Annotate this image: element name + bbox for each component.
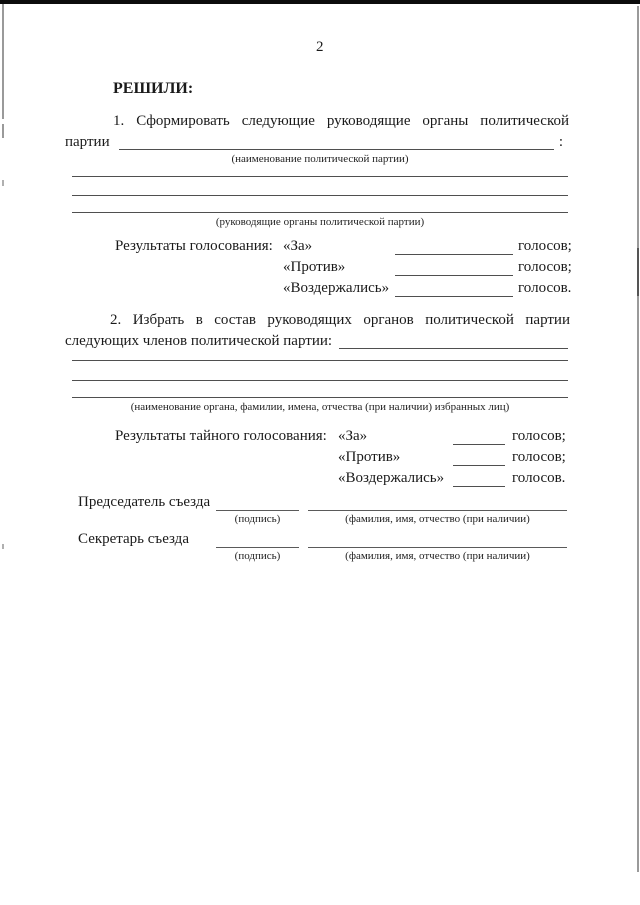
vote-suffix: голосов; bbox=[518, 238, 572, 254]
vote-suffix: голосов; bbox=[512, 449, 566, 465]
paragraph-1-word: партии bbox=[65, 134, 110, 150]
vote-row bbox=[115, 448, 583, 469]
chairman-fullname-blank bbox=[308, 510, 567, 511]
secretary-signature-caption: (подпись) bbox=[234, 550, 281, 562]
blank-line bbox=[72, 195, 568, 196]
blank-line bbox=[72, 397, 568, 398]
scan-border-right-dark bbox=[637, 248, 639, 296]
vote-count-blank bbox=[453, 448, 505, 466]
blank-line bbox=[72, 380, 568, 381]
vote-suffix: голосов; bbox=[512, 428, 566, 444]
chairman-signature-blank bbox=[216, 510, 299, 511]
page-number: 2 bbox=[316, 39, 324, 55]
vote-count-blank bbox=[395, 279, 513, 297]
vote-count-blank bbox=[395, 258, 513, 276]
blank-line bbox=[72, 212, 568, 213]
party-name-caption: (наименование политической партии) bbox=[231, 153, 409, 165]
vote-count-blank bbox=[453, 469, 505, 487]
scan-border-right bbox=[637, 6, 639, 872]
vote-row bbox=[115, 469, 583, 490]
scan-border-top bbox=[0, 0, 640, 4]
paragraph-1-line-2 bbox=[65, 133, 563, 152]
chairman-fullname-caption: (фамилия, имя, отчество (при наличии) bbox=[345, 513, 530, 525]
secretary-fullname-caption: (фамилия, имя, отчество (при наличии) bbox=[345, 550, 530, 562]
governing-bodies-caption: (руководящие органы политической партии) bbox=[215, 216, 425, 228]
secretary-fullname-blank bbox=[308, 547, 567, 548]
vote-suffix: голосов. bbox=[512, 470, 566, 486]
secretary-role-label: Секретарь съезда bbox=[78, 531, 189, 547]
vote-suffix: голосов. bbox=[518, 280, 572, 296]
scan-border-left-dot2 bbox=[2, 544, 4, 549]
vote-option: «Против» bbox=[338, 449, 401, 465]
vote-option: «Против» bbox=[283, 259, 346, 275]
vote-row bbox=[115, 258, 583, 279]
vote-option: «Воздержались» bbox=[338, 470, 445, 486]
members-blank bbox=[339, 333, 568, 349]
vote-option: «За» bbox=[338, 428, 368, 444]
scan-border-left-dash bbox=[2, 124, 4, 138]
scan-border-left bbox=[2, 4, 4, 119]
paragraph-2-text: следующих членов политической партии: bbox=[65, 333, 333, 349]
elected-members-caption: (наименование органа, фамилии, имена, отчества (при наличии) избранных лиц) bbox=[130, 401, 510, 413]
vote-count-blank bbox=[453, 427, 505, 445]
vote-row bbox=[115, 279, 583, 300]
resolution-heading: РЕШИЛИ: bbox=[113, 80, 194, 97]
vote-option: «Воздержались» bbox=[283, 280, 390, 296]
paragraph-2-line-2 bbox=[65, 332, 568, 351]
vote-count-blank bbox=[395, 237, 513, 255]
vote-row bbox=[115, 237, 583, 258]
blank-line bbox=[72, 360, 568, 361]
vote-suffix: голосов; bbox=[518, 259, 572, 275]
vote-row bbox=[115, 427, 583, 448]
chairman-role-label: Председатель съезда bbox=[78, 494, 211, 510]
paragraph-2-line-1: 2. Избрать в состав руководящих органов политической партии bbox=[110, 312, 570, 328]
secret-vote-results-label: Результаты тайного голосования: bbox=[115, 428, 327, 444]
scan-border-left-dot bbox=[2, 180, 4, 186]
party-name-blank bbox=[119, 134, 554, 150]
paragraph-1-line-1: 1. Сформировать следующие руководящие органы политической bbox=[113, 113, 569, 129]
vote-option: «За» bbox=[283, 238, 313, 254]
blank-line bbox=[72, 176, 568, 177]
secretary-signature-blank bbox=[216, 547, 299, 548]
chairman-signature-caption: (подпись) bbox=[234, 513, 281, 525]
paragraph-1-colon: : bbox=[558, 134, 563, 150]
vote-results-label: Результаты голосования: bbox=[115, 238, 273, 254]
